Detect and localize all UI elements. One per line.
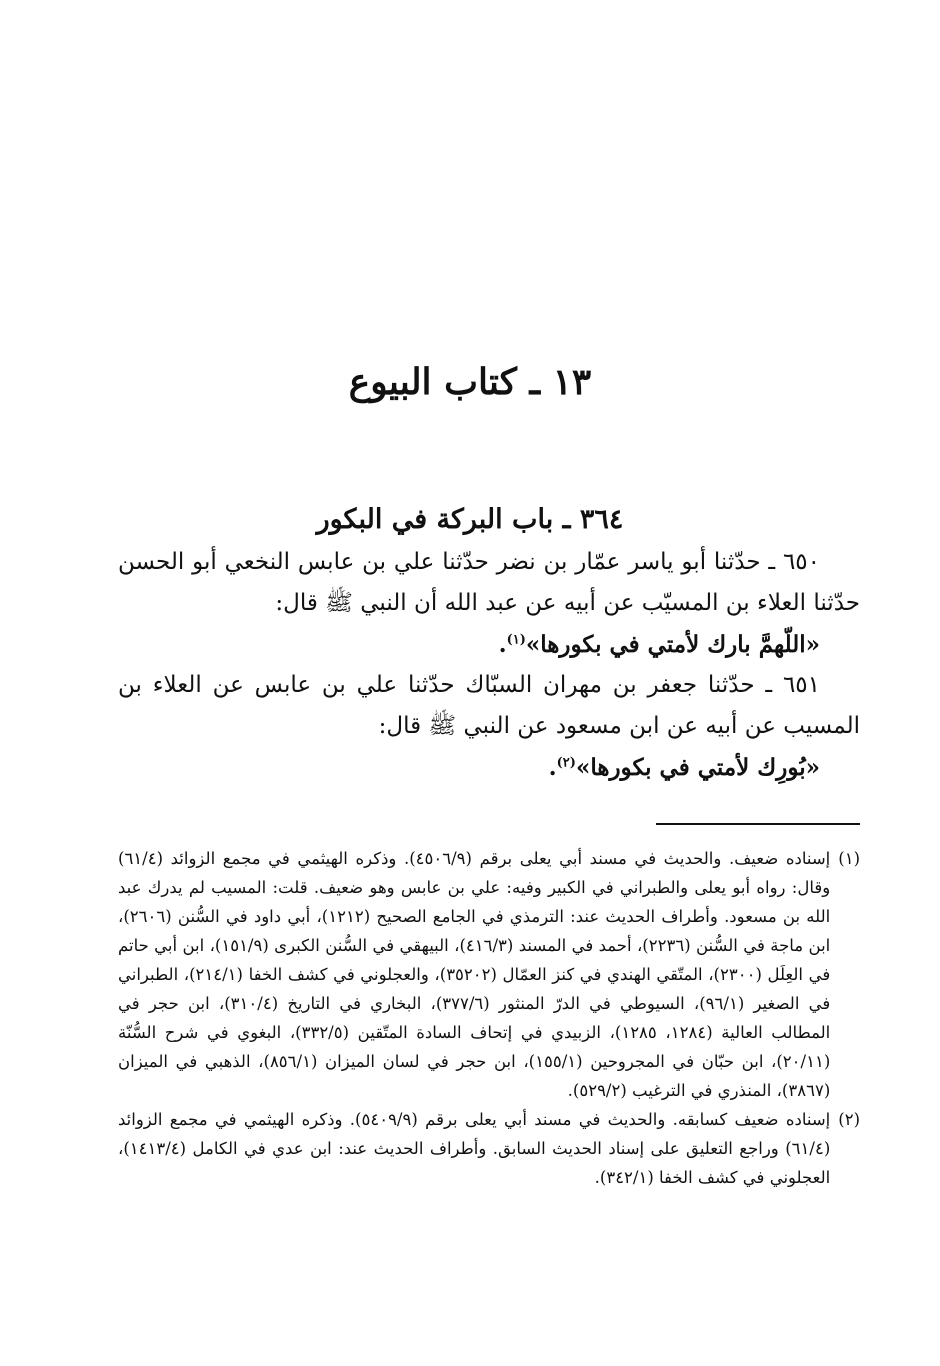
hadith-end-mark: . xyxy=(498,631,507,658)
hadith-matn: «اللّهمَّ بارك لأمتي في بكورها» xyxy=(525,631,820,658)
footnote-separator xyxy=(656,823,860,825)
footnote-number: (١) xyxy=(838,849,860,868)
footnotes xyxy=(118,844,860,1192)
footnote-2 xyxy=(118,1105,860,1192)
section-title: ٣٦٤ ـ باب البركة في البكور xyxy=(316,504,624,535)
hadith-isnad: ٦٥٠ ـ حدّثنا أبو ياسر عمّار بن نضر حدّثنا علي بن عابس النخعي أبو الحسن حدّثنا العلاء بن المسيّب عن أبيه عن عبد الله أن النبي ﷺ قال: xyxy=(118,549,860,616)
footnote-reference: (١) xyxy=(506,632,526,648)
footnote-reference: (٢) xyxy=(556,755,576,771)
chapter-title: ١٣ ـ كتاب البيوع xyxy=(348,361,592,403)
hadith-matn: «بُورِك لأمتي في بكورها» xyxy=(575,754,820,781)
hadith-651 xyxy=(118,665,860,788)
hadith-matn-line xyxy=(118,747,860,788)
hadith-body xyxy=(118,542,860,788)
footnote-text: إسناده ضعيف. والحديث في مسند أبي يعلى برقم (٤٥٠٦/٩). وذكره الهيثمي في مجمع الزوائد (٦١/٤) وقال: رواه أبو يعلى والطبراني في الكبير وفيه: علي بن عابس وهو ضعيف. قلت: المسيب لم يدرك عبد الله بن مسعود. وأطراف الحديث عند: الترمذي في الجامع الصحيح (١٢١٢)، أبي داود في السُّنن (٢٦٠٦)، ابن ماجة في السُّنن (٢٢٣٦)، أحمد في المسند (٤١٦/٣)، البيهقي في السُّنن الكبرى (١٥١/٩)، ابن أبي حاتم في العِلَل (٢٣٠٠)، المتّقي الهندي في كنز العمّال (٣٥٢٠٢)، والعجلوني في كشف الخفا (٢١٤/١)، الطبراني في الصغير (٩٦/١)، السيوطي في الدرّ المنثور (٣٧٧/٦)، البخاري في التاريخ (٣١٠/٤)، ابن حجر في المطالب العالية (١٢٨٤، ١٢٨٥)، الزبيدي في إتحاف السادة المتّقين (٣٣٢/٥)، البغوي في شرح السُّنّة (٢٠/١١)، ابن حبّان في المجروحين (١٥٥/١)، ابن حجر في لسان الميزان (٨٥٦/١)، الذهبي في الميزان (٣٨٦٧)، المنذري في الترغيب (٥٢٩/٢). xyxy=(118,849,831,1100)
footnote-number: (٢) xyxy=(838,1110,860,1129)
footnote-text: إسناده ضعيف كسابقه. والحديث في مسند أبي يعلى برقم (٥٤٠٩/٩). وذكره الهيثمي في مجمع الزوائد (٦١/٤) وراجع التعليق على إسناد الحديث السابق. وأطراف الحديث عند: ابن عدي في الكامل (١٤١٣/٤)، العجلوني في كشف الخفا (٣٤٢/١). xyxy=(118,1110,831,1187)
hadith-matn-line xyxy=(118,624,860,665)
footnote-1 xyxy=(118,844,860,1105)
hadith-650 xyxy=(118,542,860,665)
hadith-end-mark: . xyxy=(548,754,557,781)
hadith-isnad: ٦٥١ ـ حدّثنا جعفر بن مهران السبّاك حدّثنا علي بن عابس عن العلاء بن المسيب عن أبيه عن ابن مسعود عن النبي ﷺ قال: xyxy=(118,672,860,739)
